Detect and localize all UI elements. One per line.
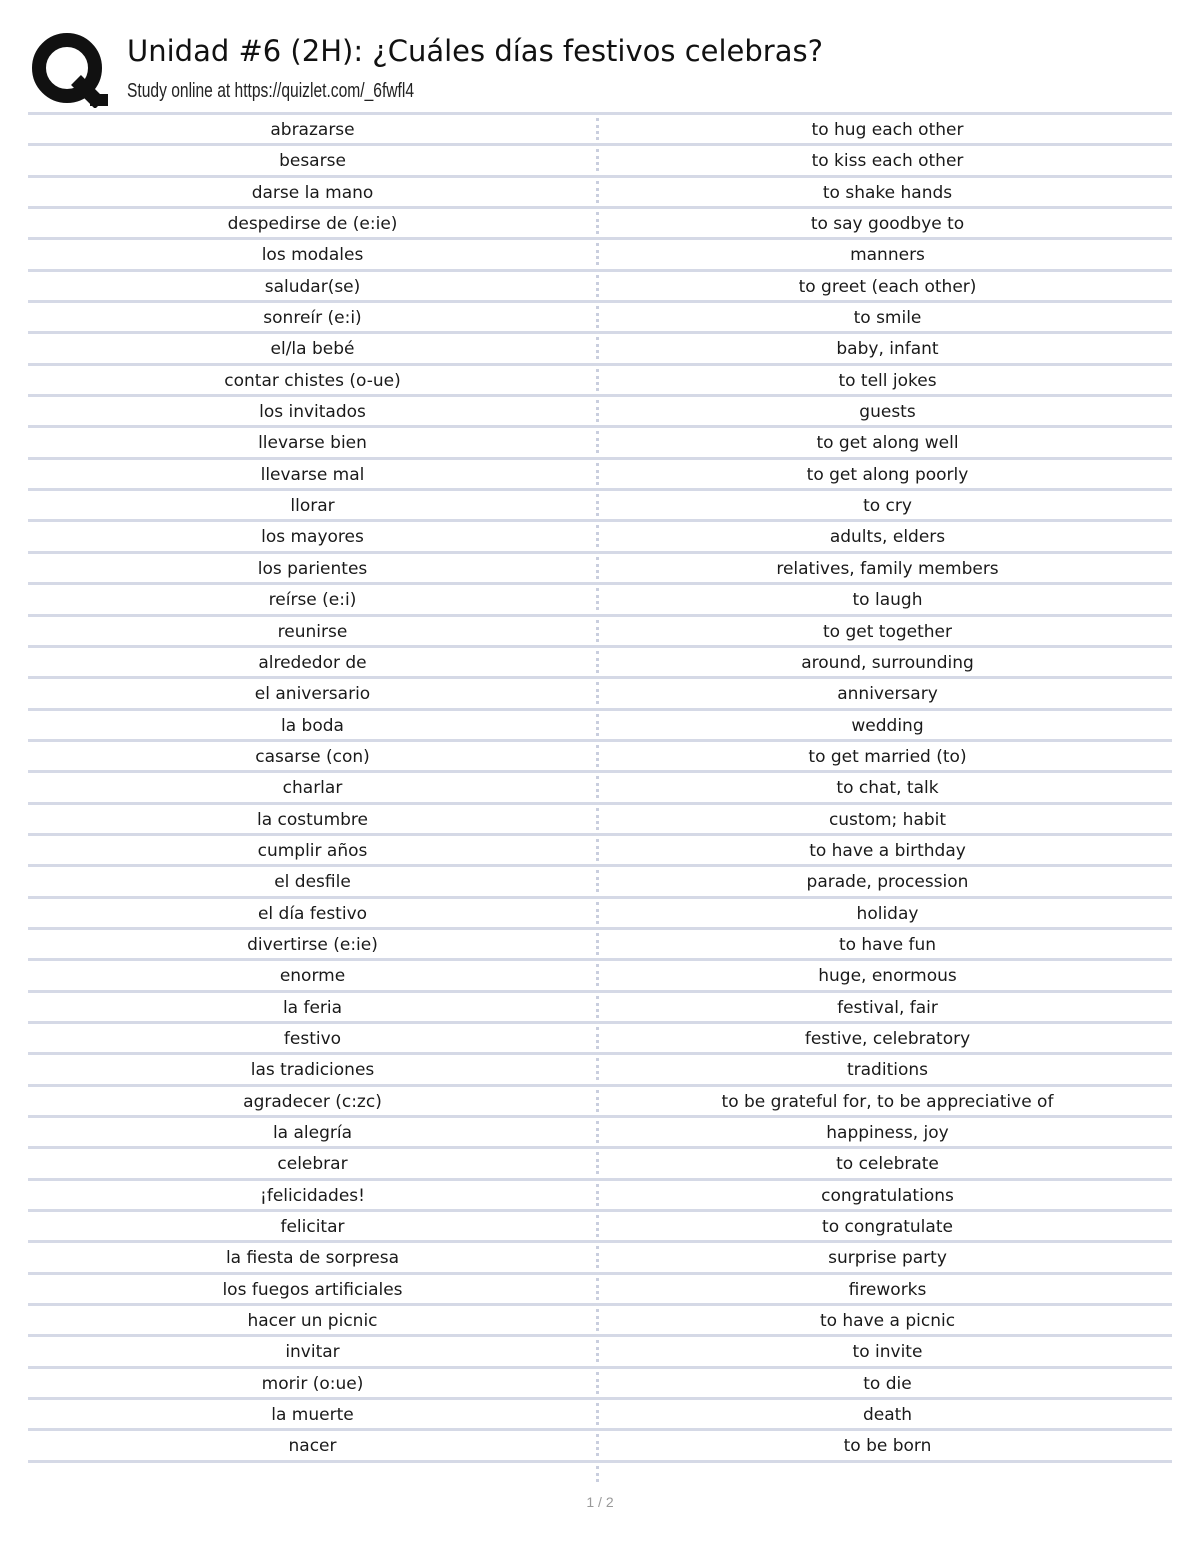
column-divider (596, 620, 599, 642)
column-divider (596, 306, 599, 328)
definition-cell: congratulations (821, 1185, 954, 1206)
column-divider (596, 996, 599, 1018)
term-cell: felicitar (280, 1217, 345, 1238)
table-row (28, 1334, 1172, 1365)
definition-cell: to get along poorly (806, 464, 969, 485)
definition-cell: to chat, talk (836, 778, 939, 799)
term-cell: el día festivo (257, 903, 368, 924)
definition-cell: to shake hands (822, 182, 953, 203)
column-divider (596, 212, 599, 234)
table-row (28, 833, 1172, 864)
term-cell: la muerte (271, 1405, 354, 1426)
page-title: Unidad #6 (2H): ¿Cuáles días festivos celebras? (127, 34, 823, 68)
table-row (28, 582, 1172, 613)
column-divider (596, 149, 599, 171)
table-row (28, 896, 1172, 927)
table-row (28, 802, 1172, 833)
column-divider (596, 337, 599, 359)
column-divider (596, 1152, 599, 1174)
term-cell: alrededor de (258, 652, 367, 673)
term-cell: casarse (con) (255, 746, 370, 767)
definition-cell: parade, procession (806, 872, 969, 893)
definition-cell: to die (863, 1373, 912, 1394)
definition-cell: traditions (846, 1060, 928, 1081)
column-divider (596, 682, 599, 704)
table-row (28, 614, 1172, 645)
page-header (30, 26, 1170, 112)
definition-cell: huge, enormous (818, 966, 957, 987)
definition-cell: death (862, 1405, 913, 1426)
table-row (28, 519, 1172, 550)
table-row (28, 394, 1172, 425)
definition-cell: to cry (863, 496, 912, 517)
table-row (28, 1366, 1172, 1397)
column-divider (596, 808, 599, 830)
table-row (28, 1115, 1172, 1146)
definition-cell: to get together (823, 621, 952, 642)
term-cell: los invitados (259, 402, 366, 423)
term-cell: las tradiciones (250, 1060, 375, 1081)
table-row (28, 269, 1172, 300)
table-row (28, 958, 1172, 989)
term-cell: llevarse mal (260, 464, 365, 485)
definition-cell: holiday (856, 903, 919, 924)
table-row (28, 1146, 1172, 1177)
table-row (28, 112, 1172, 143)
definition-cell: adults, elders (829, 527, 946, 548)
term-cell: nacer (288, 1436, 337, 1457)
definition-cell: around, surrounding (801, 652, 974, 673)
definition-cell: to kiss each other (811, 151, 964, 172)
column-divider (596, 1027, 599, 1049)
table-row (28, 739, 1172, 770)
table-row (28, 237, 1172, 268)
definition-cell: festive, celebratory (804, 1028, 971, 1049)
table-row (28, 206, 1172, 237)
term-cell: sonreír (e:i) (263, 308, 362, 329)
column-divider (596, 369, 599, 391)
term-cell: la fiesta de sorpresa (225, 1248, 400, 1269)
definition-cell: to congratulate (822, 1217, 953, 1238)
column-divider (596, 1246, 599, 1268)
table-row (28, 1240, 1172, 1271)
column-divider (596, 557, 599, 579)
quizlet-logo-icon (30, 30, 108, 108)
term-cell: charlar (282, 778, 343, 799)
definition-cell: to invite (852, 1342, 923, 1363)
definition-cell: to greet (each other) (798, 276, 977, 297)
column-divider (596, 400, 599, 422)
table-row (28, 770, 1172, 801)
column-divider (596, 776, 599, 798)
term-cell: besarse (279, 151, 346, 172)
table-row (28, 927, 1172, 958)
column-divider (596, 651, 599, 673)
term-cell: saludar(se) (264, 276, 361, 297)
definition-cell: guests (859, 402, 916, 423)
definition-cell: anniversary (837, 684, 938, 705)
term-cell: la costumbre (256, 809, 368, 830)
column-divider (596, 463, 599, 485)
table-row (28, 1084, 1172, 1115)
definition-cell: to celebrate (836, 1154, 939, 1175)
column-divider (596, 1434, 599, 1456)
definition-cell: to have fun (838, 934, 937, 955)
table-row (28, 1052, 1172, 1083)
definition-cell: to hug each other (811, 120, 964, 140)
column-divider (596, 181, 599, 203)
table-row (28, 1272, 1172, 1303)
definition-cell: to get married (to) (808, 746, 967, 767)
term-cell: la feria (282, 997, 343, 1018)
term-cell: los parientes (257, 558, 368, 579)
definition-cell: to have a picnic (819, 1311, 956, 1332)
term-cell: el aniversario (254, 684, 371, 705)
table-row (28, 457, 1172, 488)
table-row (28, 175, 1172, 206)
table-row (28, 1303, 1172, 1334)
table-row (28, 425, 1172, 456)
flashcard-table (28, 112, 1172, 1463)
column-divider (596, 1340, 599, 1362)
term-cell: cumplir años (257, 840, 368, 861)
term-cell: festivo (283, 1028, 342, 1049)
table-row (28, 1178, 1172, 1209)
term-cell: celebrar (277, 1154, 348, 1175)
column-divider (596, 1215, 599, 1237)
definition-cell: festival, fair (837, 997, 938, 1018)
table-row (28, 143, 1172, 174)
column-divider (596, 243, 599, 265)
definition-cell: to get along well (816, 433, 959, 454)
term-cell: el/la bebé (270, 339, 355, 360)
table-row (28, 1397, 1172, 1428)
table-row (28, 1209, 1172, 1240)
definition-cell: to have a birthday (809, 840, 966, 861)
column-divider (596, 839, 599, 861)
term-cell: darse la mano (251, 182, 374, 203)
column-divider (596, 588, 599, 610)
definition-cell: relatives, family members (776, 558, 999, 579)
definition-cell: manners (850, 245, 925, 266)
term-cell: enorme (279, 966, 346, 987)
table-row (28, 488, 1172, 519)
column-divider (596, 494, 599, 516)
definition-cell: baby, infant (836, 339, 939, 360)
definition-cell: surprise party (828, 1248, 947, 1269)
column-divider (596, 902, 599, 924)
term-cell: morir (o:ue) (261, 1373, 364, 1394)
term-cell: llevarse bien (258, 433, 367, 454)
column-divider (596, 275, 599, 297)
table-row (28, 363, 1172, 394)
definition-cell: to tell jokes (838, 370, 937, 391)
term-cell: divertirse (e:ie) (247, 934, 378, 955)
term-cell: despedirse de (e:ie) (227, 214, 398, 235)
term-cell: los fuegos artificiales (222, 1279, 403, 1300)
table-row (28, 1021, 1172, 1052)
column-divider (596, 1090, 599, 1112)
term-cell: hacer un picnic (247, 1311, 378, 1332)
column-divider (596, 1121, 599, 1143)
term-cell: llorar (290, 496, 335, 517)
table-row (28, 300, 1172, 331)
table-row (28, 551, 1172, 582)
term-cell: la alegría (272, 1123, 353, 1143)
definition-cell: to be grateful for, to be appreciative of (721, 1091, 1054, 1112)
term-cell: agradecer (c:zc) (243, 1091, 382, 1112)
definition-cell: happiness, joy (826, 1123, 949, 1143)
column-divider (596, 1309, 599, 1331)
definition-cell: to be born (843, 1436, 932, 1457)
definition-cell: fireworks (848, 1279, 927, 1300)
table-row (28, 1428, 1172, 1462)
column-divider (596, 431, 599, 453)
term-cell: el desfile (274, 872, 351, 893)
column-divider (596, 1278, 599, 1300)
term-cell: los modales (261, 245, 364, 266)
column-divider (596, 1403, 599, 1425)
term-cell: ¡felicidades! (260, 1185, 365, 1206)
page-indicator: 1 / 2 (586, 1494, 614, 1510)
table-row (28, 864, 1172, 895)
table-row (28, 990, 1172, 1021)
term-cell: reunirse (277, 621, 348, 642)
column-divider (596, 964, 599, 986)
table-row (28, 331, 1172, 362)
term-cell: los mayores (261, 527, 364, 548)
column-divider (596, 1184, 599, 1206)
table-row (28, 708, 1172, 739)
column-divider (596, 118, 599, 140)
term-cell: reírse (e:i) (268, 590, 357, 611)
definition-cell: to say goodbye to (810, 214, 965, 235)
table-row (28, 645, 1172, 676)
study-link[interactable]: Study online at https://quizlet.com/_6fwfl4 (127, 80, 415, 102)
column-divider (596, 745, 599, 767)
definition-cell: to smile (853, 308, 922, 329)
column-divider (596, 714, 599, 736)
term-cell: abrazarse (270, 120, 355, 140)
column-divider (596, 933, 599, 955)
term-cell: contar chistes (o-ue) (224, 370, 401, 391)
column-divider (596, 525, 599, 547)
definition-cell: custom; habit (828, 809, 947, 830)
column-divider (596, 1372, 599, 1394)
definition-cell: to laugh (852, 590, 923, 611)
table-row (28, 676, 1172, 707)
definition-cell: wedding (851, 715, 924, 736)
column-divider (596, 1466, 599, 1482)
column-divider (596, 870, 599, 892)
column-divider (596, 1058, 599, 1080)
term-cell: la boda (281, 715, 344, 736)
term-cell: invitar (285, 1342, 340, 1363)
